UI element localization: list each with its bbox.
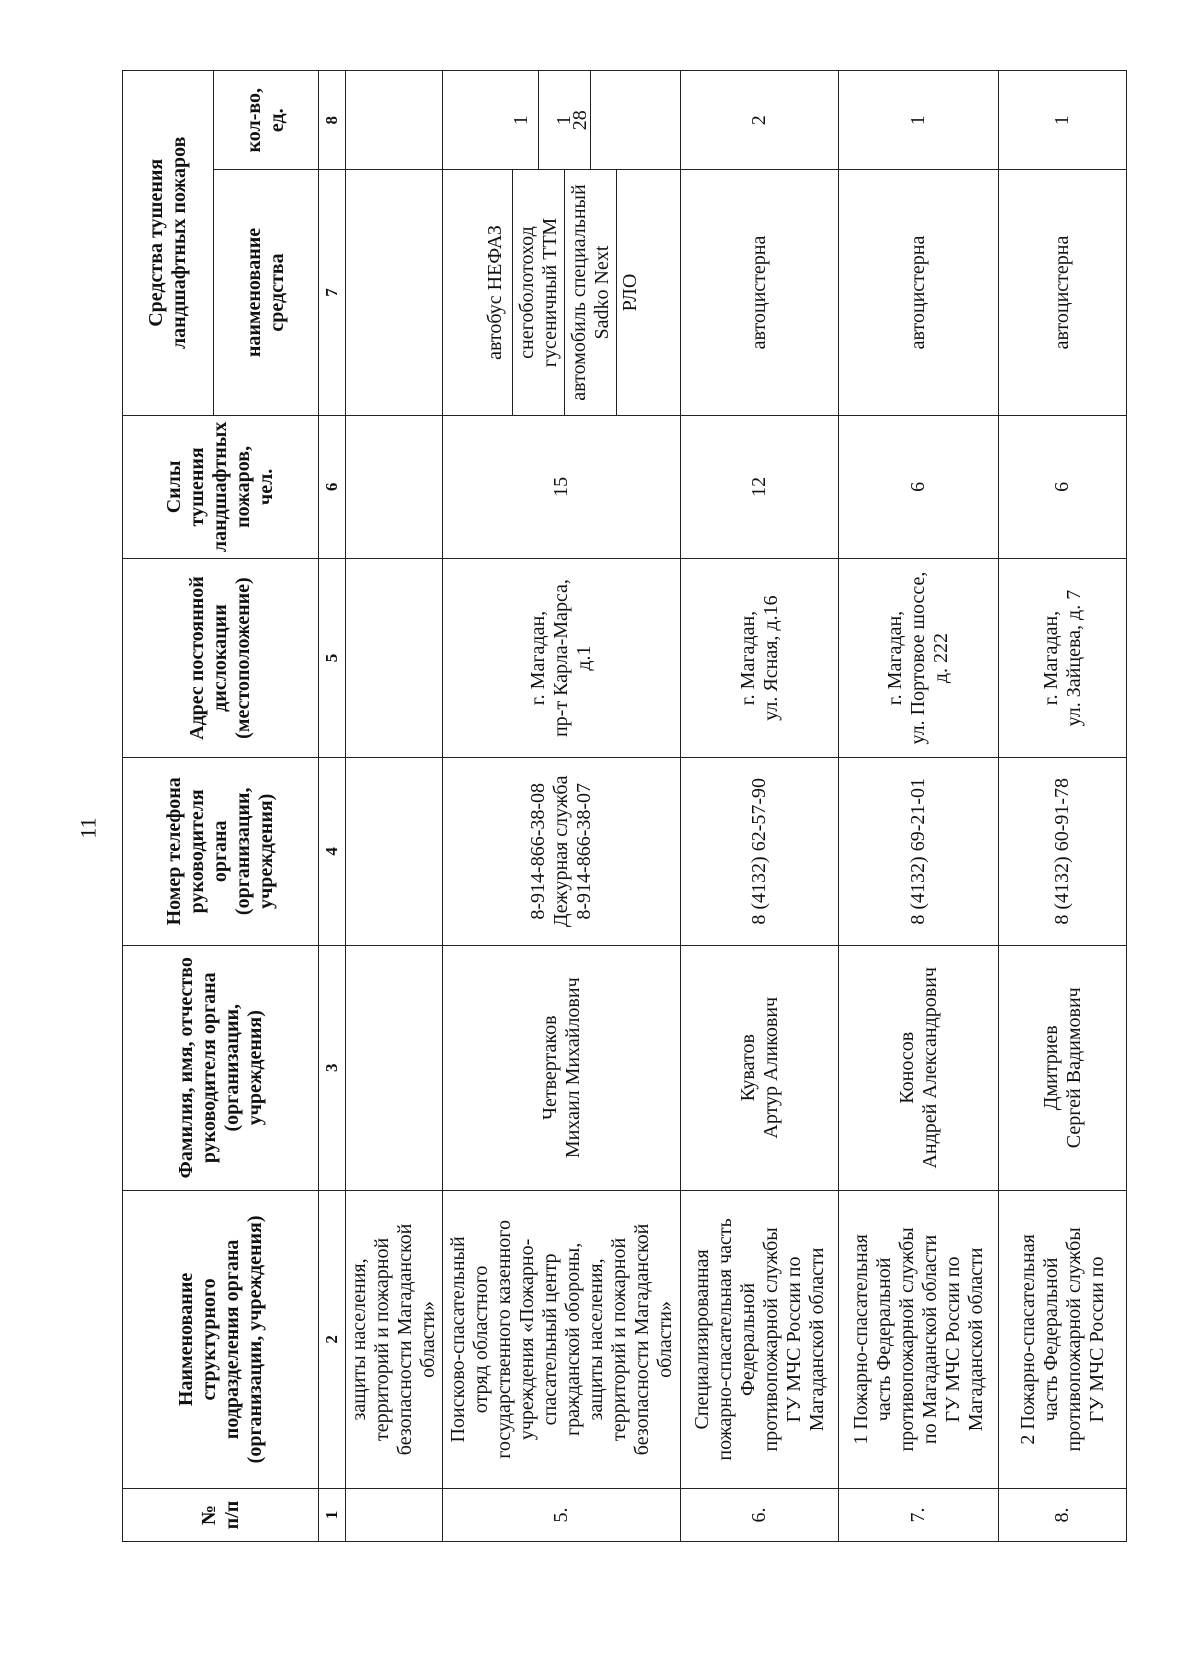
page-number: 11 xyxy=(75,817,101,839)
row-equipment: автоцистерна xyxy=(681,170,839,415)
row-name: Поисково-спасательный отряд областного государственного казенного учреждения «Пожарно- спасательный центр гражданской обороны, защиты населения, территорий и пожарной безопасности Магаданской области» xyxy=(443,1190,681,1488)
row-phone xyxy=(346,757,443,945)
row-equipment: автоцистерна xyxy=(999,170,1127,415)
row-phone: 8 (4132) 62-57-90 xyxy=(681,757,839,945)
header-forces: Силы тушения ландшафтных пожаров, чел. xyxy=(123,415,319,559)
row-num: 6. xyxy=(681,1489,839,1542)
count-subtable xyxy=(505,71,619,169)
row-address: г. Магадан, пр-т Карла-Марса, д.1 xyxy=(443,559,681,758)
column-numbers-row xyxy=(319,71,346,1542)
header-equipment-group: Средства тушения ландшафтных пожаров xyxy=(123,71,214,416)
column-number: 5 xyxy=(319,559,346,758)
row-phone: 8 (4132) 69-21-01 xyxy=(839,757,999,945)
rotated-table-sheet xyxy=(122,70,1108,1542)
row-equipment-list xyxy=(443,170,681,415)
equipment-item: снегоболотоход гусеничный ТТМ xyxy=(513,170,565,414)
count-item: 28 xyxy=(569,110,592,131)
row-address: г. Магадан, ул. Ясная, д.16 xyxy=(681,559,839,758)
landscape-fire-forces-table xyxy=(122,70,1127,1542)
row-equipment: автоцистерна xyxy=(839,170,999,415)
column-number: 4 xyxy=(319,757,346,945)
row-name: 2 Пожарно-спасательная часть Федеральной противопожарной службы ГУ МЧС России по xyxy=(999,1190,1127,1488)
row-name: защиты населения, территорий и пожарной безопасности Магаданской области» xyxy=(346,1190,443,1488)
row-count: 1 xyxy=(839,71,999,170)
row-count-list xyxy=(443,71,681,170)
table-row-8 xyxy=(999,71,1127,1542)
row-head: Четвертаков Михаил Михайлович xyxy=(443,945,681,1190)
row-forces: 6 xyxy=(999,415,1127,559)
row-phone: 8-914-866-38-08 Дежурная служба 8-914-866-38-07 xyxy=(443,757,681,945)
header-equipment-count: кол-во, ед. xyxy=(214,71,319,170)
equipment-item: автобус НЕФАЗ xyxy=(479,170,513,414)
column-number: 2 xyxy=(319,1190,346,1488)
equipment-item: РЛО xyxy=(619,273,642,312)
column-number: 7 xyxy=(319,170,346,415)
equipment-item: автомобиль специальный Sadko Next xyxy=(565,170,617,414)
header-row xyxy=(123,71,214,1542)
equipment-subtable xyxy=(479,170,645,414)
row-head: Коносов Андрей Александрович xyxy=(839,945,999,1190)
row-address: г. Магадан, ул. Зайцева, д. 7 xyxy=(999,559,1127,758)
header-head: Фамилия, имя, отчество руководителя органа (организации, учреждения) xyxy=(123,945,319,1190)
column-number: 3 xyxy=(319,945,346,1190)
row-name: Специализированная пожарно-спасательная часть Федеральной противопожарной службы ГУ МЧС России по Магаданской области xyxy=(681,1190,839,1488)
row-forces: 15 xyxy=(443,415,681,559)
row-count xyxy=(346,71,443,170)
table-row-5 xyxy=(443,71,681,1542)
row-phone: 8 (4132) 60-91-78 xyxy=(999,757,1127,945)
row-head xyxy=(346,945,443,1190)
row-count: 1 xyxy=(999,71,1127,170)
row-name: 1 Пожарно-спасательная часть Федеральной противопожарной службы по Магаданской области ГУ МЧС России по Магаданской области xyxy=(839,1190,999,1488)
row-count: 2 xyxy=(681,71,839,170)
table-row-7 xyxy=(839,71,999,1542)
row-forces: 6 xyxy=(839,415,999,559)
row-address xyxy=(346,559,443,758)
row-forces: 12 xyxy=(681,415,839,559)
table-row-continuation xyxy=(346,71,443,1542)
count-item: 1 xyxy=(539,71,591,169)
table-row-6 xyxy=(681,71,839,1542)
row-num: 8. xyxy=(999,1489,1127,1542)
row-address: г. Магадан, ул. Портовое шоссе, д. 222 xyxy=(839,559,999,758)
column-number: 8 xyxy=(319,71,346,170)
row-num xyxy=(346,1489,443,1542)
row-equipment xyxy=(346,170,443,415)
column-number: 1 xyxy=(319,1489,346,1542)
header-equipment-name: наименование средства xyxy=(214,170,319,415)
header-name: Наименование структурного подразделения органа (организации, учреждения) xyxy=(123,1190,319,1488)
row-head: Дмитриев Сергей Вадимович xyxy=(999,945,1127,1190)
count-item: 1 xyxy=(505,71,539,169)
row-num: 5. xyxy=(443,1489,681,1542)
column-number: 6 xyxy=(319,415,346,559)
header-num: № п/п xyxy=(123,1489,319,1542)
row-head: Куватов Артур Аликович xyxy=(681,945,839,1190)
row-forces xyxy=(346,415,443,559)
header-address: Адрес постоянной дислокации (местоположение) xyxy=(123,559,319,758)
header-phone: Номер телефона руководителя органа (организации, учреждения) xyxy=(123,757,319,945)
row-num: 7. xyxy=(839,1489,999,1542)
